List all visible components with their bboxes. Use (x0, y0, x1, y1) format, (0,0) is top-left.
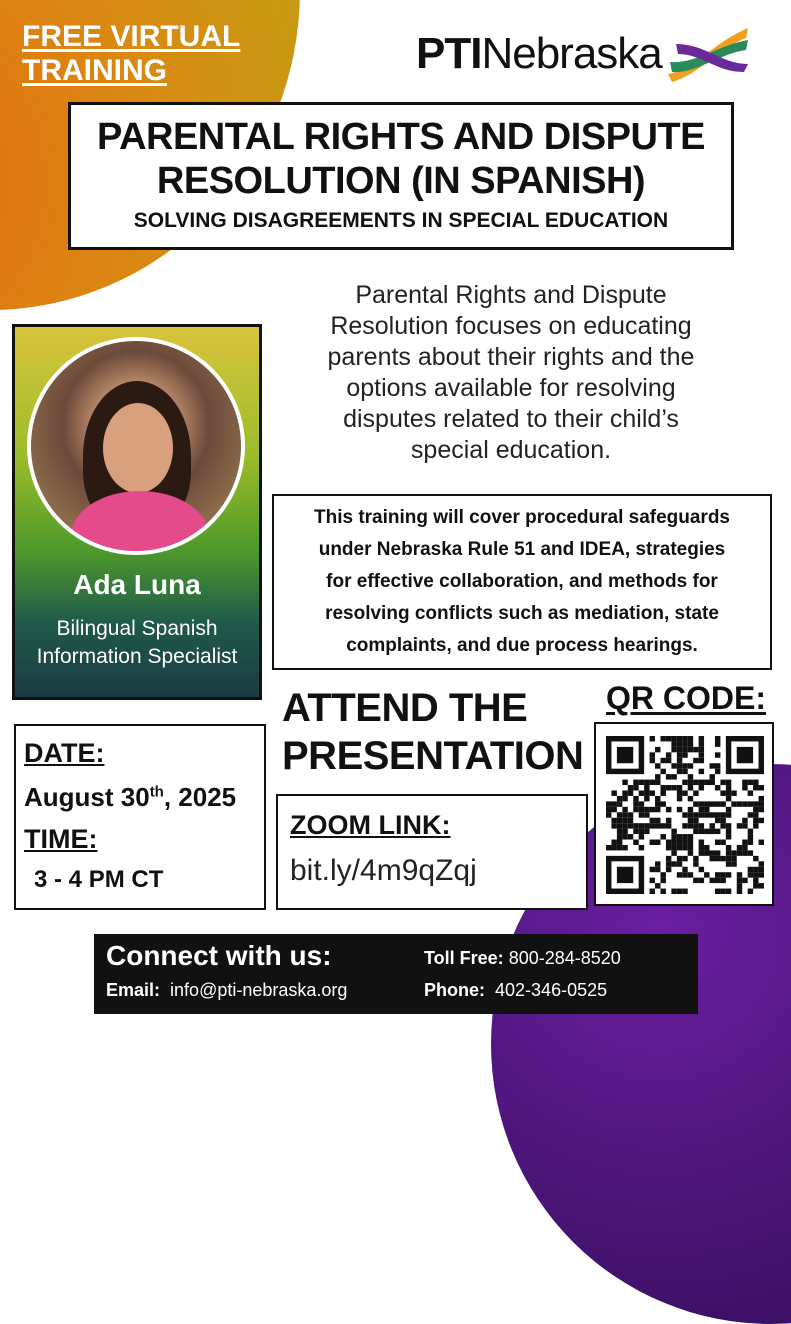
attend-line-1: ATTEND THE (282, 686, 528, 730)
zoom-link-box (276, 794, 588, 910)
speaker-photo-face (103, 403, 173, 493)
topics-line: This training will cover procedural safeguards (314, 507, 730, 528)
banner-line-2: TRAINING (22, 54, 167, 87)
footer-heading: Connect with us: (106, 940, 332, 971)
date-value (24, 782, 236, 813)
qr-code-icon[interactable] (606, 736, 764, 894)
description (296, 280, 726, 466)
logo-text (416, 29, 662, 79)
footer-toll-free (424, 948, 621, 969)
zoom-link[interactable]: bit.ly/4m9qZqj (290, 854, 477, 887)
qr-code-box[interactable] (594, 722, 774, 906)
attend-line-2: PRESENTATION (282, 734, 584, 778)
date-time-box (14, 724, 266, 910)
description-line: disputes related to their child’s (343, 405, 679, 433)
free-virtual-training-banner (22, 20, 240, 88)
description-line: special education. (410, 436, 612, 464)
phone-number[interactable]: 402-346-0525 (495, 980, 608, 1000)
speaker-role (15, 615, 259, 671)
toll-free-number[interactable]: 800-284-8520 (508, 948, 621, 968)
attend-heading (282, 684, 583, 780)
email-label: Email: (106, 980, 161, 1000)
training-topics-box (272, 494, 772, 670)
date-label: DATE: (24, 738, 105, 768)
footer-email (106, 980, 347, 1001)
logo-text-bold: PTI (416, 29, 482, 78)
description-line: options available for resolving (346, 374, 676, 402)
topics-line: for effective collaboration, and methods for (326, 571, 718, 592)
topics-line: resolving conflicts such as mediation, state (325, 603, 719, 624)
speaker-role-line-2: Information Specialist (36, 645, 238, 668)
contact-footer (94, 934, 698, 1014)
speaker-card (12, 324, 262, 700)
title-line-1: PARENTAL RIGHTS AND DISPUTE (97, 116, 705, 158)
description-line: parents about their rights and the (327, 343, 695, 371)
email-link[interactable]: info@pti-nebraska.org (170, 980, 348, 1000)
description-line: Parental Rights and Dispute (355, 281, 667, 309)
topics-line: under Nebraska Rule 51 and IDEA, strategies (318, 539, 726, 560)
time-value: 3 - 4 PM CT (34, 866, 164, 893)
date-suffix: th (149, 783, 164, 801)
speaker-name: Ada Luna (73, 569, 201, 600)
page-title (71, 115, 731, 203)
pti-nebraska-logo (416, 24, 750, 84)
title-box (68, 102, 734, 250)
qr-code-title: QR CODE: (606, 680, 766, 716)
time-label: TIME: (24, 824, 98, 854)
speaker-role-line-1: Bilingual Spanish (56, 617, 218, 640)
footer-phone (424, 980, 607, 1001)
description-line: Resolution focuses on educating (330, 312, 692, 340)
topics-line: complaints, and due process hearings. (346, 635, 698, 656)
logo-ribbon-icon (666, 24, 750, 84)
speaker-photo (27, 337, 245, 555)
banner-line-1: FREE VIRTUAL (22, 20, 241, 53)
date-year: , 2025 (163, 782, 237, 812)
toll-free-label: Toll Free: (424, 948, 504, 968)
zoom-link-label: ZOOM LINK: (290, 810, 451, 840)
phone-label: Phone: (424, 980, 485, 1000)
title-line-2: RESOLUTION (IN SPANISH) (156, 160, 646, 202)
date-month-day: August 30 (24, 782, 150, 812)
logo-text-regular: Nebraska (481, 29, 662, 78)
page-subtitle: SOLVING DISAGREEMENTS IN SPECIAL EDUCATION (133, 209, 669, 232)
